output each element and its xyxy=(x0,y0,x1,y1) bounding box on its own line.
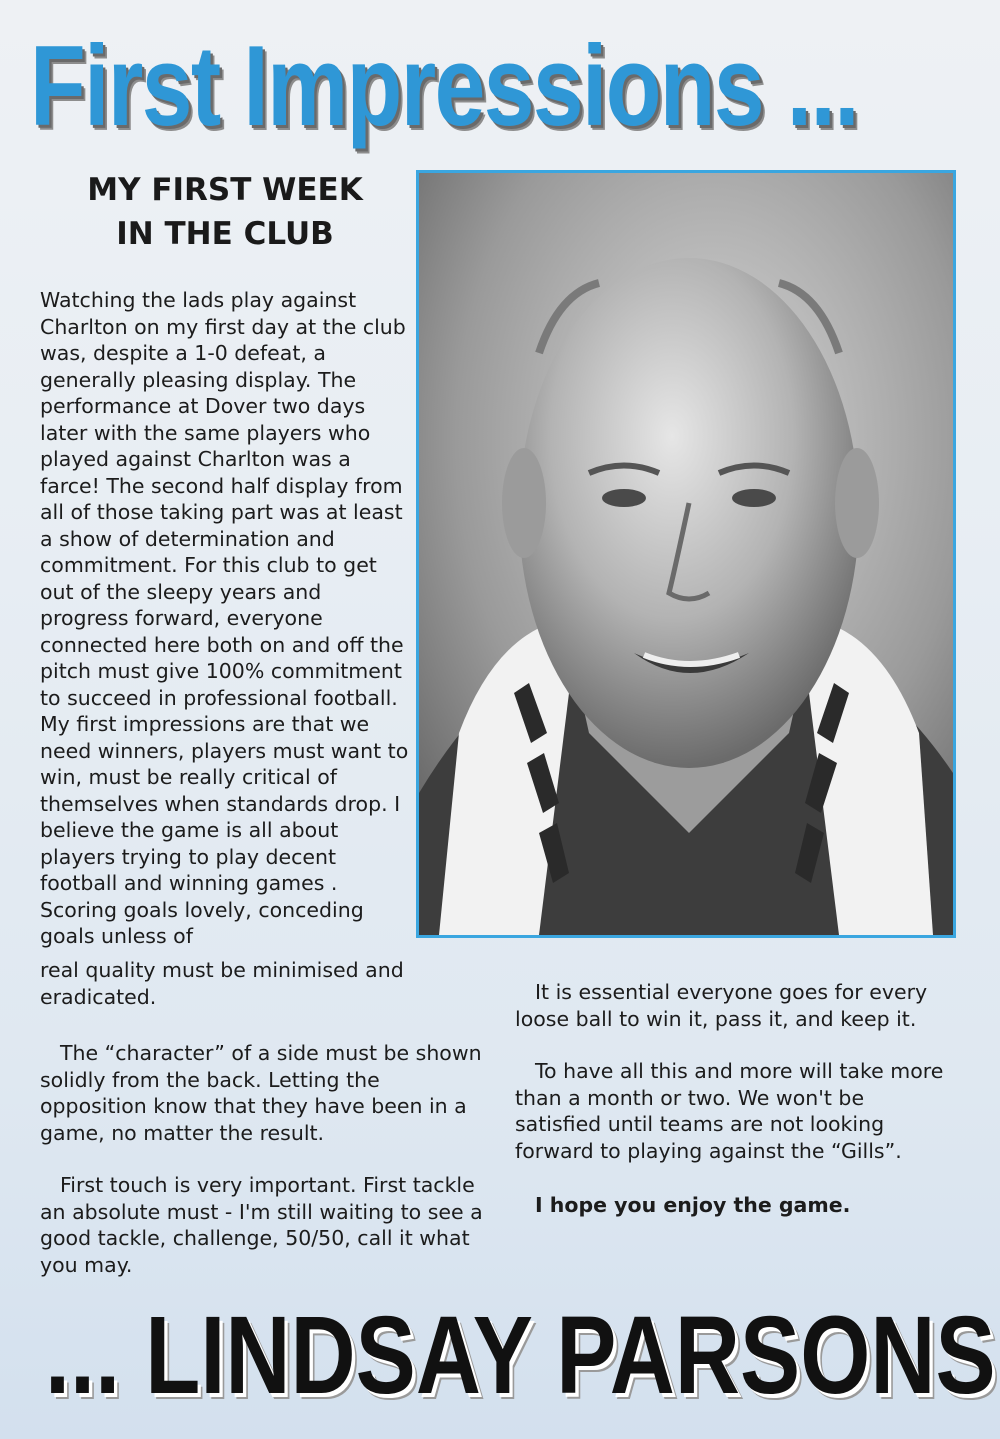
article-subheading xyxy=(40,168,410,256)
portrait-illustration xyxy=(419,173,953,935)
article-paragraph-4: It is essential everyone goes for every loose ball to win it, pass it, and keep it. xyxy=(515,980,928,1031)
author-byline: ... LINDSAY PARSONS xyxy=(45,1294,996,1417)
closing-line: I hope you enjoy the game. xyxy=(535,1193,851,1217)
subheading-line-2: IN THE CLUB xyxy=(116,216,334,252)
article-paragraph-1: Watching the lads play against Charlton on my first day at the club was, despite a 1-0 defeat, a generally pleasing display. The performance at Dover two days later with the same players who played against Charlton was a farce! The second half display from all of those taking part was at least a show of determination and commitment. For this club to get out of the sleepy years and progress forward, everyone connected here both on and off the pitch must give 100% commitment to succeed in professional football. My first impressions are that we need winners, players must want to win, must be really critical of themselves when standards drop. I believe the game is all about players trying to play decent football and winning games . Scoring goals lovely, conceding goals unless of xyxy=(40,288,409,948)
article-paragraph-3: First touch is very important. First tackle an absolute must - I'm still waiting to see a good tackle, challenge, 50/50, call it what you may. xyxy=(40,1173,483,1277)
article-paragraph-5: To have all this and more will take more than a month or two. We won't be satisfied until teams are not looking forward to playing against the “Gills”. xyxy=(515,1059,944,1163)
article-paragraph-2: The “character” of a side must be shown solidly from the back. Letting the opposition know that they have been in a game, no matter the result. xyxy=(40,1041,482,1145)
page-title: First Impressions ... xyxy=(30,23,858,150)
article-paragraph-1-end: real quality must be minimised and eradicated. xyxy=(40,958,404,1009)
portrait-photo xyxy=(416,170,956,938)
subheading-line-1: MY FIRST WEEK xyxy=(87,172,363,208)
